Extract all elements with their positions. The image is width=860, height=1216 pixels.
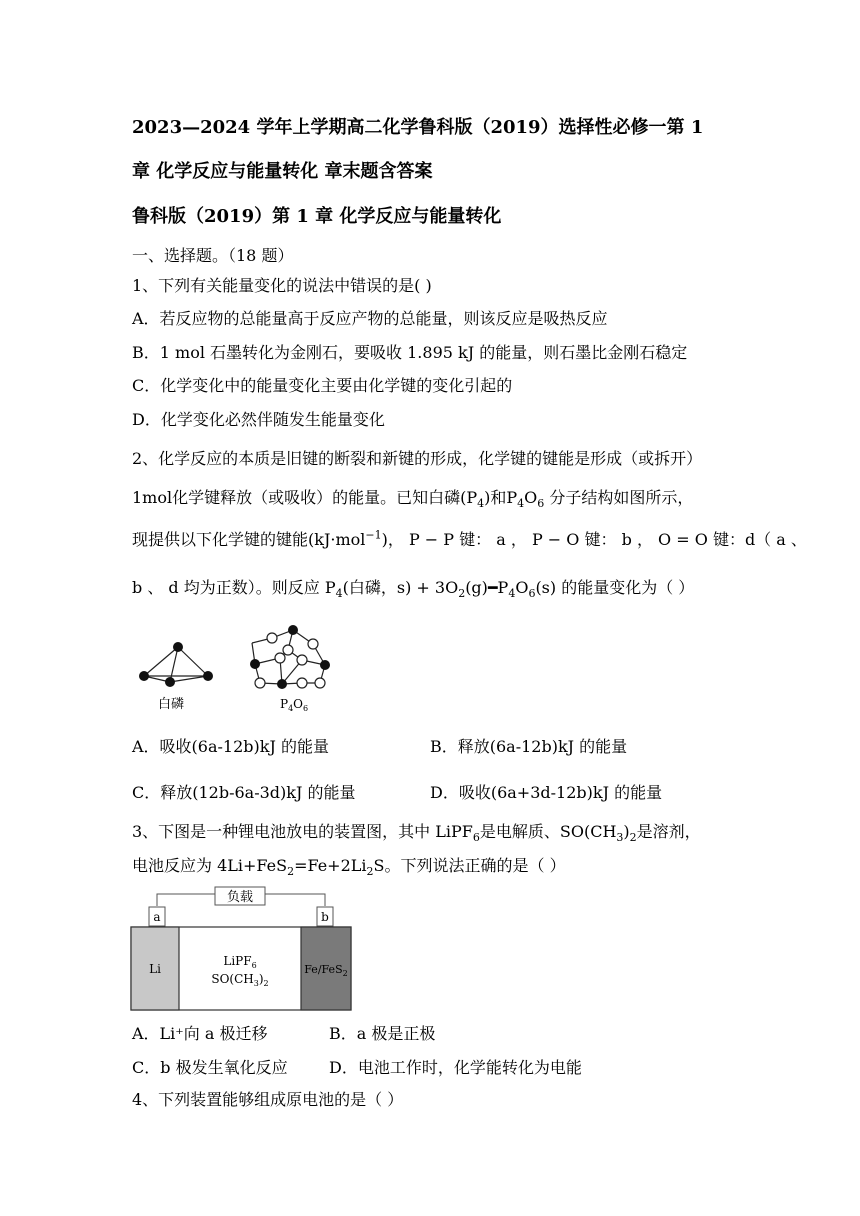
battery-diagram bbox=[130, 884, 352, 1014]
q1-stem: 1、下列有关能量变化的说法中错误的是( ) bbox=[132, 276, 432, 295]
q2-option-d: D．吸收(6a+3d-12b)kJ 的能量 bbox=[430, 783, 663, 802]
q1-option-b: B．1 mol 石墨转化为金刚石，要吸收 1.895 kJ 的能量，则石墨比金刚石稳定 bbox=[132, 343, 688, 362]
solvent-label: $SO(CH_3)_2$ bbox=[211, 972, 269, 988]
q2-line-3: 现提供以下化学键的键能(kJ·mol$^{-1}$)， P − P 键： a ， P − O 键： b ， O = O 键：d（ a 、 bbox=[132, 528, 807, 549]
q2-option-a: A．吸收(6a-12b)kJ 的能量 bbox=[132, 737, 329, 756]
doc-title-line-1: 2023—2024 学年上学期高二化学鲁科版（2019）选择性必修一第 1 bbox=[132, 117, 704, 138]
q3-option-c: C．b 极发生氧化反应 bbox=[132, 1058, 288, 1077]
doc-title-line-2: 章 化学反应与能量转化 章末题含答案 bbox=[132, 161, 433, 182]
q1-option-a: A．若反应物的总能量高于反应产物的总能量，则该反应是吸热反应 bbox=[132, 309, 608, 328]
q3-line-1: 3、下图是一种锂电池放电的装置图，其中 LiPF$_6$是电解质、$SO(CH_3)_2$是溶剂， bbox=[132, 822, 701, 845]
figure-label-white-phosphorus: 白磷 bbox=[158, 697, 185, 712]
fefes2-label: Fe/FeS$_2$ bbox=[304, 963, 348, 978]
molecule-figure bbox=[130, 620, 350, 720]
q3-line-2: 电池反应为 $4Li+FeS_2=Fe+2Li_2S$。下列说法正确的是（ ） bbox=[132, 856, 566, 879]
q2-option-c: C．释放(12b-6a-3d)kJ 的能量 bbox=[132, 783, 356, 802]
q2-line-1: 2、化学反应的本质是旧键的断裂和新键的形成，化学键的键能是形成（或拆开） bbox=[132, 449, 703, 468]
q1-option-c: C．化学变化中的能量变化主要由化学键的变化引起的 bbox=[132, 376, 513, 395]
p4o6-structure bbox=[252, 630, 325, 684]
q1-option-d: D．化学变化必然伴随发生能量变化 bbox=[132, 410, 385, 429]
electrolyte-label: LiPF$_6$ bbox=[223, 954, 257, 970]
li-label: Li bbox=[149, 962, 161, 976]
q2-line-2: 1mol化学键释放（或吸收）的能量。已知白磷$(P_4)$和$P_4O_6$ 分子结构如图所示， bbox=[132, 488, 694, 511]
white-phosphorus-structure bbox=[144, 647, 208, 682]
q2-option-b: B．释放(6a-12b)kJ 的能量 bbox=[430, 737, 628, 756]
q3-option-d: D．电池工作时，化学能转化为电能 bbox=[329, 1058, 582, 1077]
section-heading: 一、选择题。（18 题） bbox=[132, 246, 294, 265]
load-label: 负载 bbox=[226, 890, 254, 905]
electrode-b-label: b bbox=[321, 910, 329, 924]
q3-option-b: B．a 极是正极 bbox=[329, 1024, 436, 1043]
q2-line-4: b 、 d 均为正数）。则反应 $P_4$(白磷，$s) + 3O_2(g)━P_4O_6(s)$ 的能量变化为（ ） bbox=[132, 578, 695, 601]
q4-stem: 4、下列装置能够组成原电池的是（ ） bbox=[132, 1090, 404, 1109]
electrode-a-label: a bbox=[153, 910, 161, 924]
figure-label-p4o6: $P_4O_6$ bbox=[280, 697, 309, 713]
q3-option-a: A．Li⁺向 a 极迁移 bbox=[132, 1024, 268, 1043]
doc-subtitle: 鲁科版（2019）第 1 章 化学反应与能量转化 bbox=[132, 206, 502, 227]
